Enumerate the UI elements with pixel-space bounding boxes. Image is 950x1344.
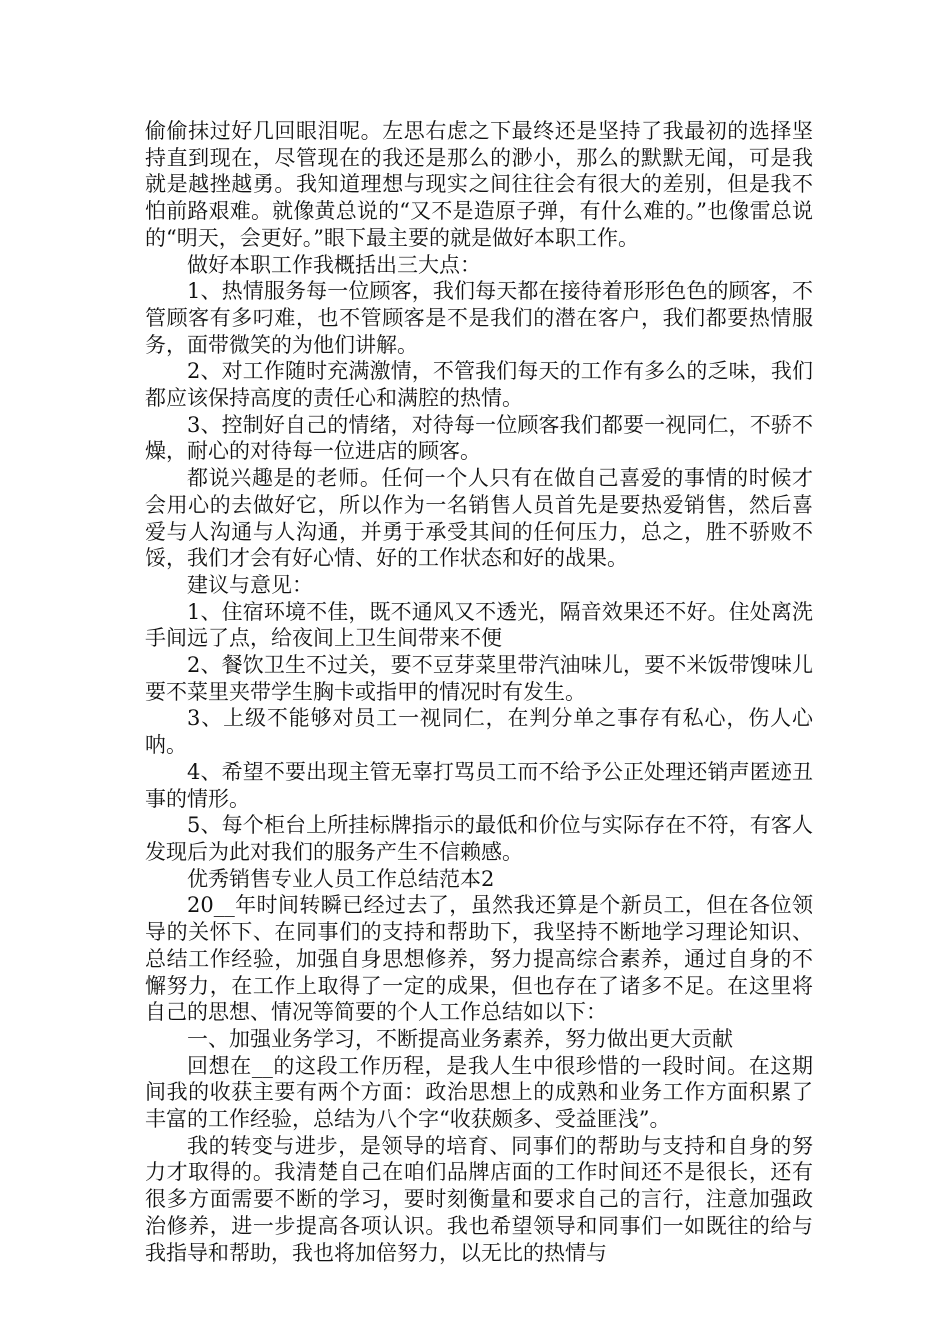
paragraph-3: 1、热情服务每一位顾客，我们每天都在接待着形形色色的顾客，不管顾客有多叼难，也不管顾客是不是我们的潜在客户，我们都要热情服务，面带微笑的为他们讲解。 <box>145 279 813 357</box>
paragraph-8: 1、住宿环境不佳，既不通风又不透光，隔音效果还不好。住处离洗手间远了点，给夜间上卫生间带来不便 <box>145 599 813 651</box>
subheading: 一、加强业务学习，不断提高业务素养，努力做出更大贡献 <box>187 1026 733 1051</box>
paragraph-9: 2、餐饮卫生不过关，要不豆芽菜里带汽油味儿，要不米饭带馊味儿要不菜里夹带学生胸卡或指甲的情况时有发生。 <box>145 653 813 704</box>
paragraph-4: 2、对工作随时充满激情，不管我们每天的工作有多么的乏味，我们都应该保持高度的责任心和满腔的热情。 <box>145 359 813 411</box>
paragraph-2: 做好本职工作我概括出三大点： <box>187 252 481 277</box>
paragraph-6: 都说兴趣是的老师。任何一个人只有在做自己喜爱的事情的时候才会用心的去做好它，所以作为一名销售人员首先是要热爱销售，然后喜爱与人沟通与人沟通，并勇于承受其间的任何压力，总之，胜不骄败不馁，我们才会有好心情、好的工作状态和好的战果。 <box>145 466 813 571</box>
paragraph-10: 3、上级不能够对员工一视同仁，在判分单之事存有私心，伤人心呐。 <box>145 706 813 758</box>
document-body <box>145 118 813 1266</box>
paragraph-11: 4、希望不要出现主管无辜打骂员工而不给予公正处理还销声匿迹丑事的情形。 <box>145 759 813 811</box>
paragraph-17: 我的转变与进步，是领导的培育、同事们的帮助与支持和自身的努力才取得的。我清楚自己在咱们品牌店面的工作时间还不是很长，还有很多方面需要不断的学习，要时刻衡量和要求自己的言行，注意加强政治修养，进一步提高各项认识。我也希望领导和同事们一如既往的给与我指导和帮助，我也将加倍努力，以无比的热情与 <box>145 1133 813 1265</box>
section-heading: 优秀销售专业人员工作总结范本2 <box>187 866 495 891</box>
paragraph-16: 回想在__的这段工作历程，是我人生中很珍惜的一段时间。在这期间我的收获主要有两个方面：政治思想上的成熟和业务工作方面积累了丰富的工作经验，总结为八个字“收获颇多、受益匪浅”。 <box>145 1053 813 1132</box>
paragraph-7: 建议与意见： <box>187 572 313 597</box>
paragraph-14: 20__年时间转瞬已经过去了，虽然我还算是个新员工，但在各位领导的关怀下、在同事们的支持和帮助下，我坚持不断地学习理论知识、总结工作经验，加强自身思想修养，努力提高综合素养，通过自身的不懈努力，在工作上取得了一定的成果，但也存在了诸多不足。在这里将自己的思想、情况等简要的个人工作总结如以下： <box>145 893 813 1025</box>
paragraph-1: 偷偷抹过好几回眼泪呢。左思右虑之下最终还是坚持了我最初的选择坚持直到现在，尽管现在的我还是那么的渺小，那么的默默无闻，可是我就是越挫越勇。我知道理想与现实之间往往会有很大的差别，但是我不怕前路艰难。就像黄总说的“又不是造原子弹，有什么难的。”也像雷总说的“明天，会更好。”眼下最主要的就是做好本职工作。 <box>145 119 813 250</box>
paragraph-12: 5、每个柜台上所挂标牌指示的最低和价位与实际存在不符，有客人发现后为此对我们的服务产生不信赖感。 <box>145 813 813 864</box>
paragraph-5: 3、控制好自己的情绪，对待每一位顾客我们都要一视同仁，不骄不燥，耐心的对待每一位进店的顾客。 <box>145 412 813 464</box>
